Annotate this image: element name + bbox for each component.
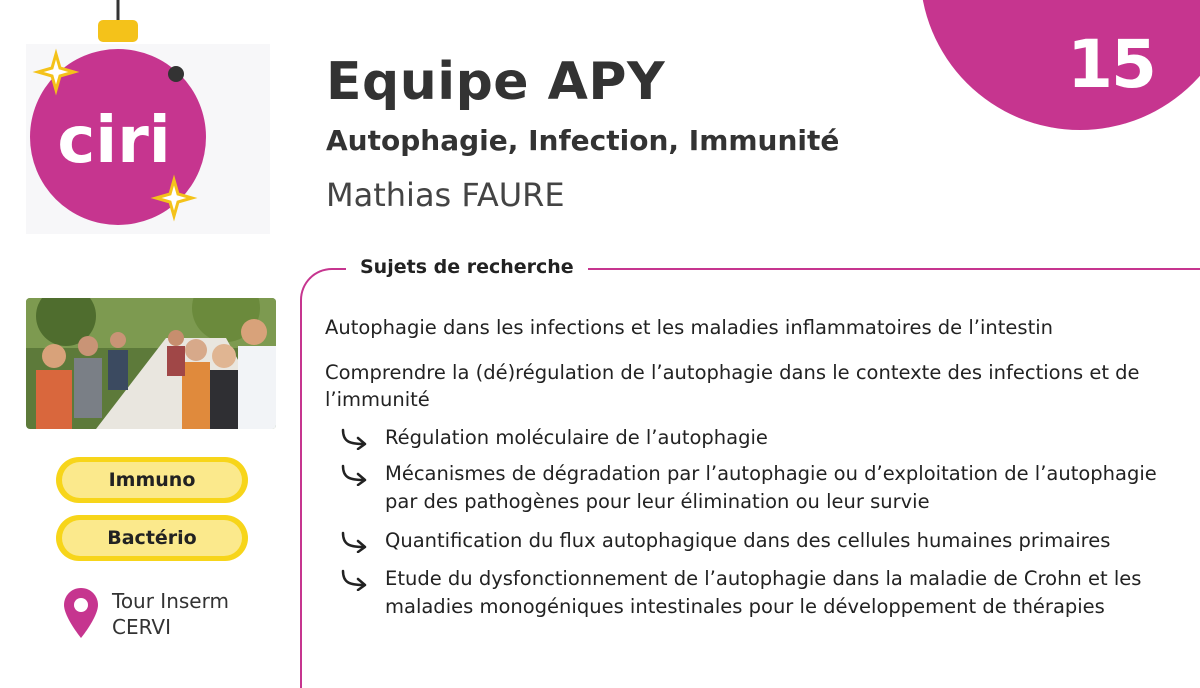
curved-arrow-icon xyxy=(340,428,370,450)
research-bullet-text: Quantification du flux autophagique dans des cellules humaines primaires xyxy=(385,529,1111,552)
badge-number: 15 xyxy=(1067,26,1155,103)
location-building: Tour Inserm xyxy=(112,589,229,613)
tag-immuno xyxy=(56,457,248,503)
team-subtitle: Autophagie, Infection, Immunité xyxy=(326,124,840,157)
team-title: Equipe APY xyxy=(326,52,666,112)
logo-text: ciri xyxy=(57,104,171,178)
ciri-ornament-logo xyxy=(22,0,272,240)
curved-arrow-icon xyxy=(340,464,370,486)
research-bullet-text: Régulation moléculaire de l’autophagie xyxy=(385,426,768,449)
research-bullet-text: Mécanismes de dégradation par l’autophagie ou d’exploitation de l’autophagie par des pathogènes pour leur élimination ou leur survie xyxy=(385,462,1157,513)
research-bullet-text: Etude du dysfonctionnement de l’autophagie dans la maladie de Crohn et les maladies monogéniques intestinales pour le développement de thérapies xyxy=(385,567,1142,618)
research-topic: Autophagie dans les infections et les maladies inflammatoires de l’intestin xyxy=(325,316,1053,339)
research-section-title: Sujets de recherche xyxy=(346,256,588,278)
tag-bacterio xyxy=(56,515,248,561)
location-pin-icon xyxy=(62,586,100,640)
curved-arrow-icon xyxy=(340,531,370,553)
ornament-cap xyxy=(98,20,138,42)
team-leader: Mathias FAURE xyxy=(326,176,565,214)
team-photo xyxy=(26,298,276,429)
research-intro: Comprendre la (dé)régulation de l’autophagie dans le contexte des infections et de l’immunité xyxy=(325,361,1140,411)
tag-label: Immuno xyxy=(62,462,242,498)
location-site: CERVI xyxy=(112,615,171,639)
location xyxy=(112,588,229,640)
curved-arrow-icon xyxy=(340,569,370,591)
logo-dot xyxy=(168,66,184,82)
tag-label: Bactério xyxy=(62,520,242,556)
